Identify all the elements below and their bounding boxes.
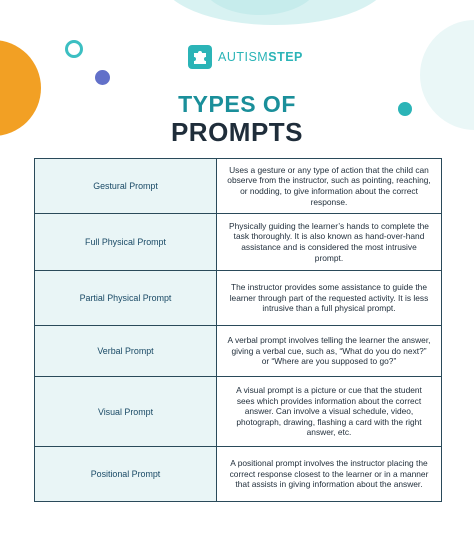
prompt-description: A verbal prompt involves telling the learner the answer, giving a verbal cue, such as, “What do you do next?” or “Where are you supposed to go?” xyxy=(217,326,442,377)
prompt-name: Full Physical Prompt xyxy=(35,214,217,271)
puzzle-icon xyxy=(188,45,212,69)
prompt-description: Uses a gesture or any type of action that the child can observe from the instructor, such as pointing, reaching, or nodding, to give information about the correct response. xyxy=(217,159,442,214)
decorative-blue-dot xyxy=(95,70,110,85)
table-row xyxy=(35,326,442,377)
decorative-teal-ring xyxy=(65,40,83,58)
table-row xyxy=(35,271,442,326)
prompts-table xyxy=(34,158,442,502)
prompt-description: A visual prompt is a picture or cue that the student sees which provides information about the correct answer. Can involve a visual schedule, video, photograph, drawing, flashing a card with the right answer, etc. xyxy=(217,377,442,447)
title-line-1: TYPES OF xyxy=(178,91,296,117)
prompt-description: The instructor provides some assistance to guide the learner through part of the requested activity. It is less intrusive than a full physical prompt. xyxy=(217,271,442,326)
title-line-2: PROMPTS xyxy=(170,117,304,147)
table-row xyxy=(35,377,442,447)
prompt-name: Gestural Prompt xyxy=(35,159,217,214)
brand-logo xyxy=(188,45,303,69)
table-row xyxy=(35,159,442,214)
prompt-description: A positional prompt involves the instructor placing the correct response closest to the learner or in a manner that assists in giving information about the answer. xyxy=(217,447,442,502)
prompt-name: Positional Prompt xyxy=(35,447,217,502)
prompt-description: Physically guiding the learner’s hands to complete the task thoroughly. It is also known as hand-over-hand assistance and is considered the most intrusive prompt. xyxy=(217,214,442,271)
prompt-name: Partial Physical Prompt xyxy=(35,271,217,326)
prompt-name: Visual Prompt xyxy=(35,377,217,447)
table-row xyxy=(35,214,442,271)
table-row xyxy=(35,447,442,502)
brand-name: AUTISMSTEP xyxy=(218,50,303,64)
prompt-name: Verbal Prompt xyxy=(35,326,217,377)
